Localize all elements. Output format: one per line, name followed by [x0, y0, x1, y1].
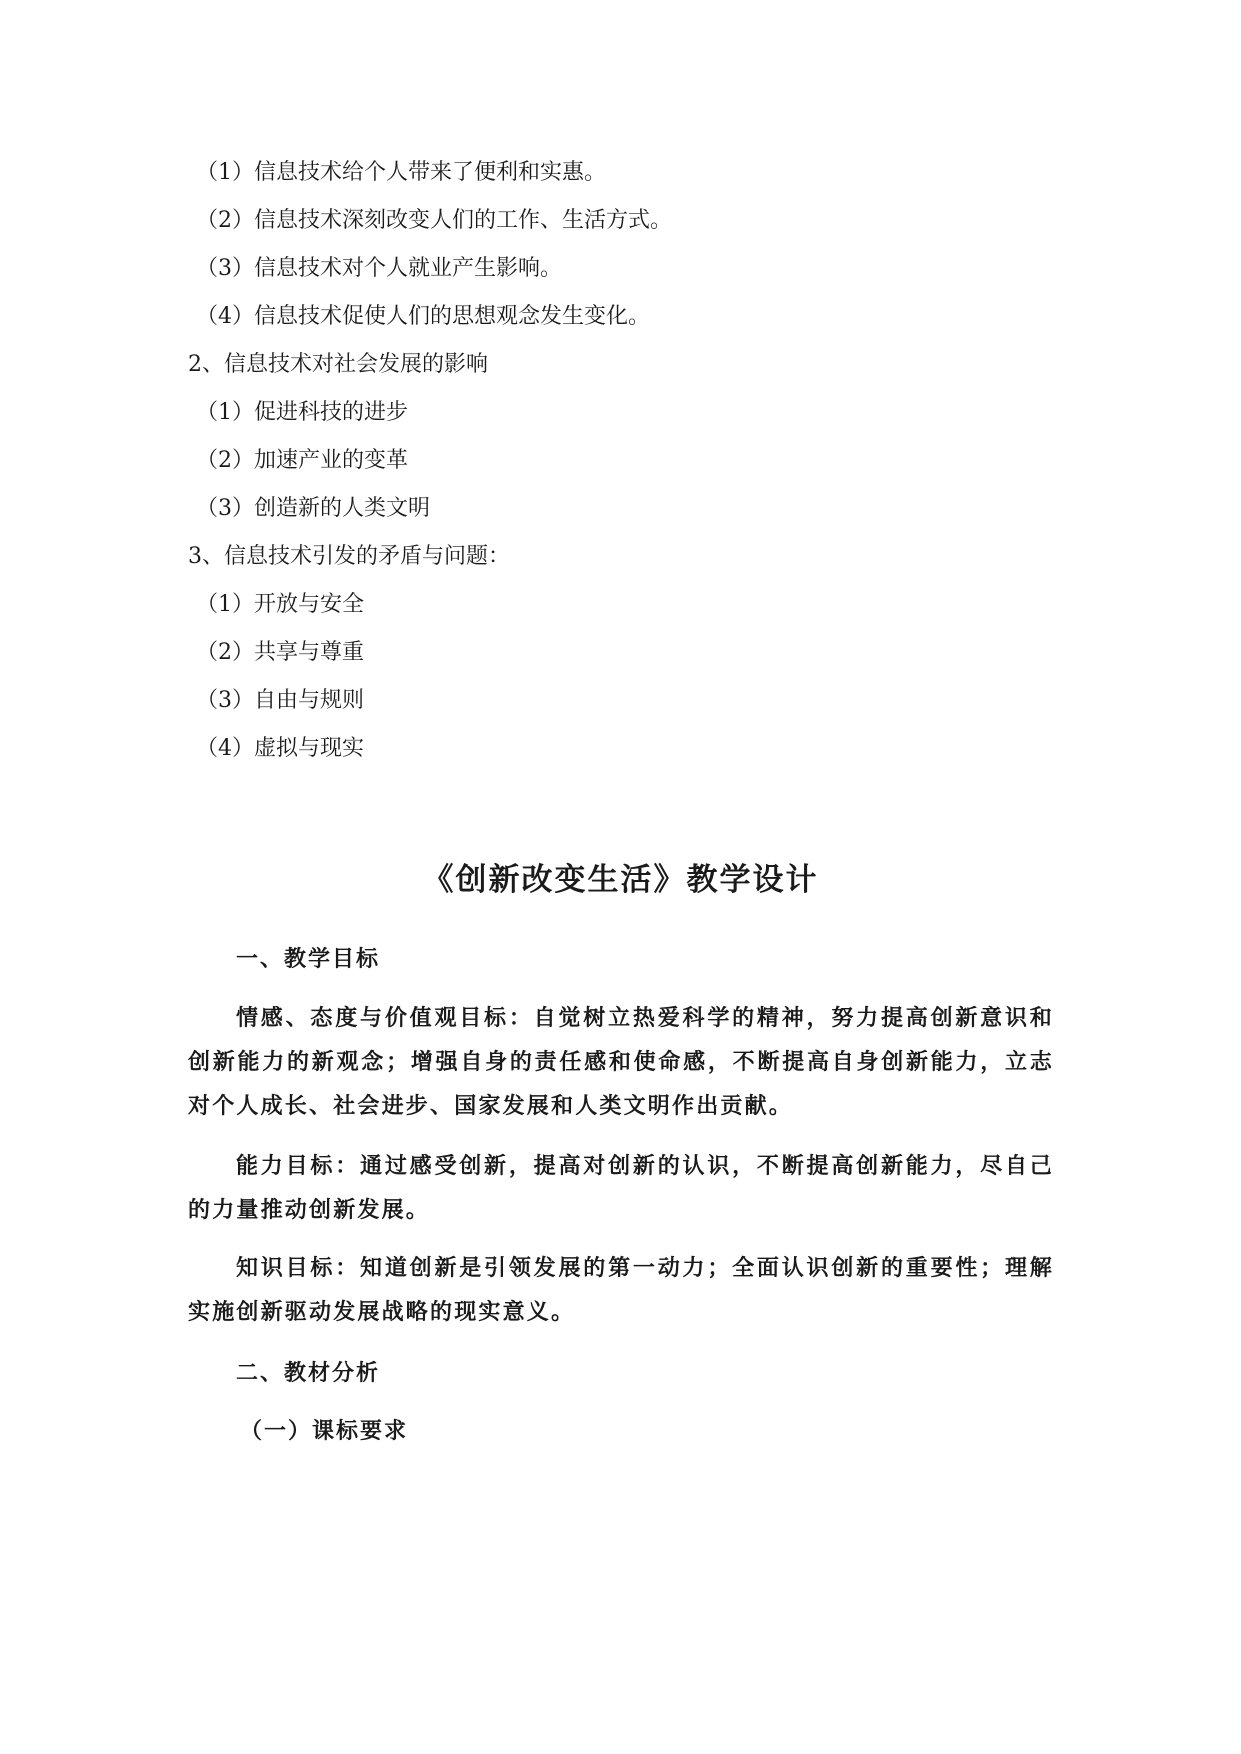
list-item: （2）加速产业的变革 — [196, 448, 408, 473]
paragraph-emotion-objective: 情感、态度与价值观目标：自觉树立热爱科学的精神，努力提高创新意识和创新能力的新观念；增强自身的责任感和使命感，不断提高自身创新能力，立志对个人成长、社会进步、国家发展和人类文明作出贡献。 — [188, 1005, 1054, 1119]
list-item: （3）信息技术对个人就业产生影响。 — [196, 256, 562, 281]
list-item: （1）促进科技的进步 — [196, 400, 408, 425]
list-item: （4）信息技术促使人们的思想观念发生变化。 — [196, 304, 650, 329]
document-title: 《创新改变生活》教学设计 — [422, 862, 819, 898]
list-heading: 2、信息技术对社会发展的影响 — [188, 352, 488, 377]
list-item: （1）开放与安全 — [196, 592, 364, 617]
list-item: （2）信息技术深刻改变人们的工作、生活方式。 — [196, 208, 672, 233]
section-heading-objectives: 一、教学目标 — [236, 946, 381, 972]
list-heading: 3、信息技术引发的矛盾与问题： — [188, 544, 510, 569]
subsection-heading-curriculum: （一）课标要求 — [240, 1418, 409, 1444]
paragraph-ability-objective: 能力目标：通过感受创新，提高对创新的认识，不断提高创新能力，尽自己的力量推动创新发展。 — [188, 1153, 1054, 1223]
list-item: （4）虚拟与现实 — [196, 736, 364, 761]
section-heading-textbook-analysis: 二、教材分析 — [236, 1360, 381, 1386]
list-item: （3）自由与规则 — [196, 688, 364, 713]
paragraph-knowledge-objective: 知识目标：知道创新是引领发展的第一动力；全面认识创新的重要性；理解实施创新驱动发展战略的现实意义。 — [188, 1255, 1054, 1325]
list-item: （3）创造新的人类文明 — [196, 496, 430, 521]
list-item: （2）共享与尊重 — [196, 640, 364, 665]
list-item: （1）信息技术给个人带来了便利和实惠。 — [196, 160, 606, 185]
